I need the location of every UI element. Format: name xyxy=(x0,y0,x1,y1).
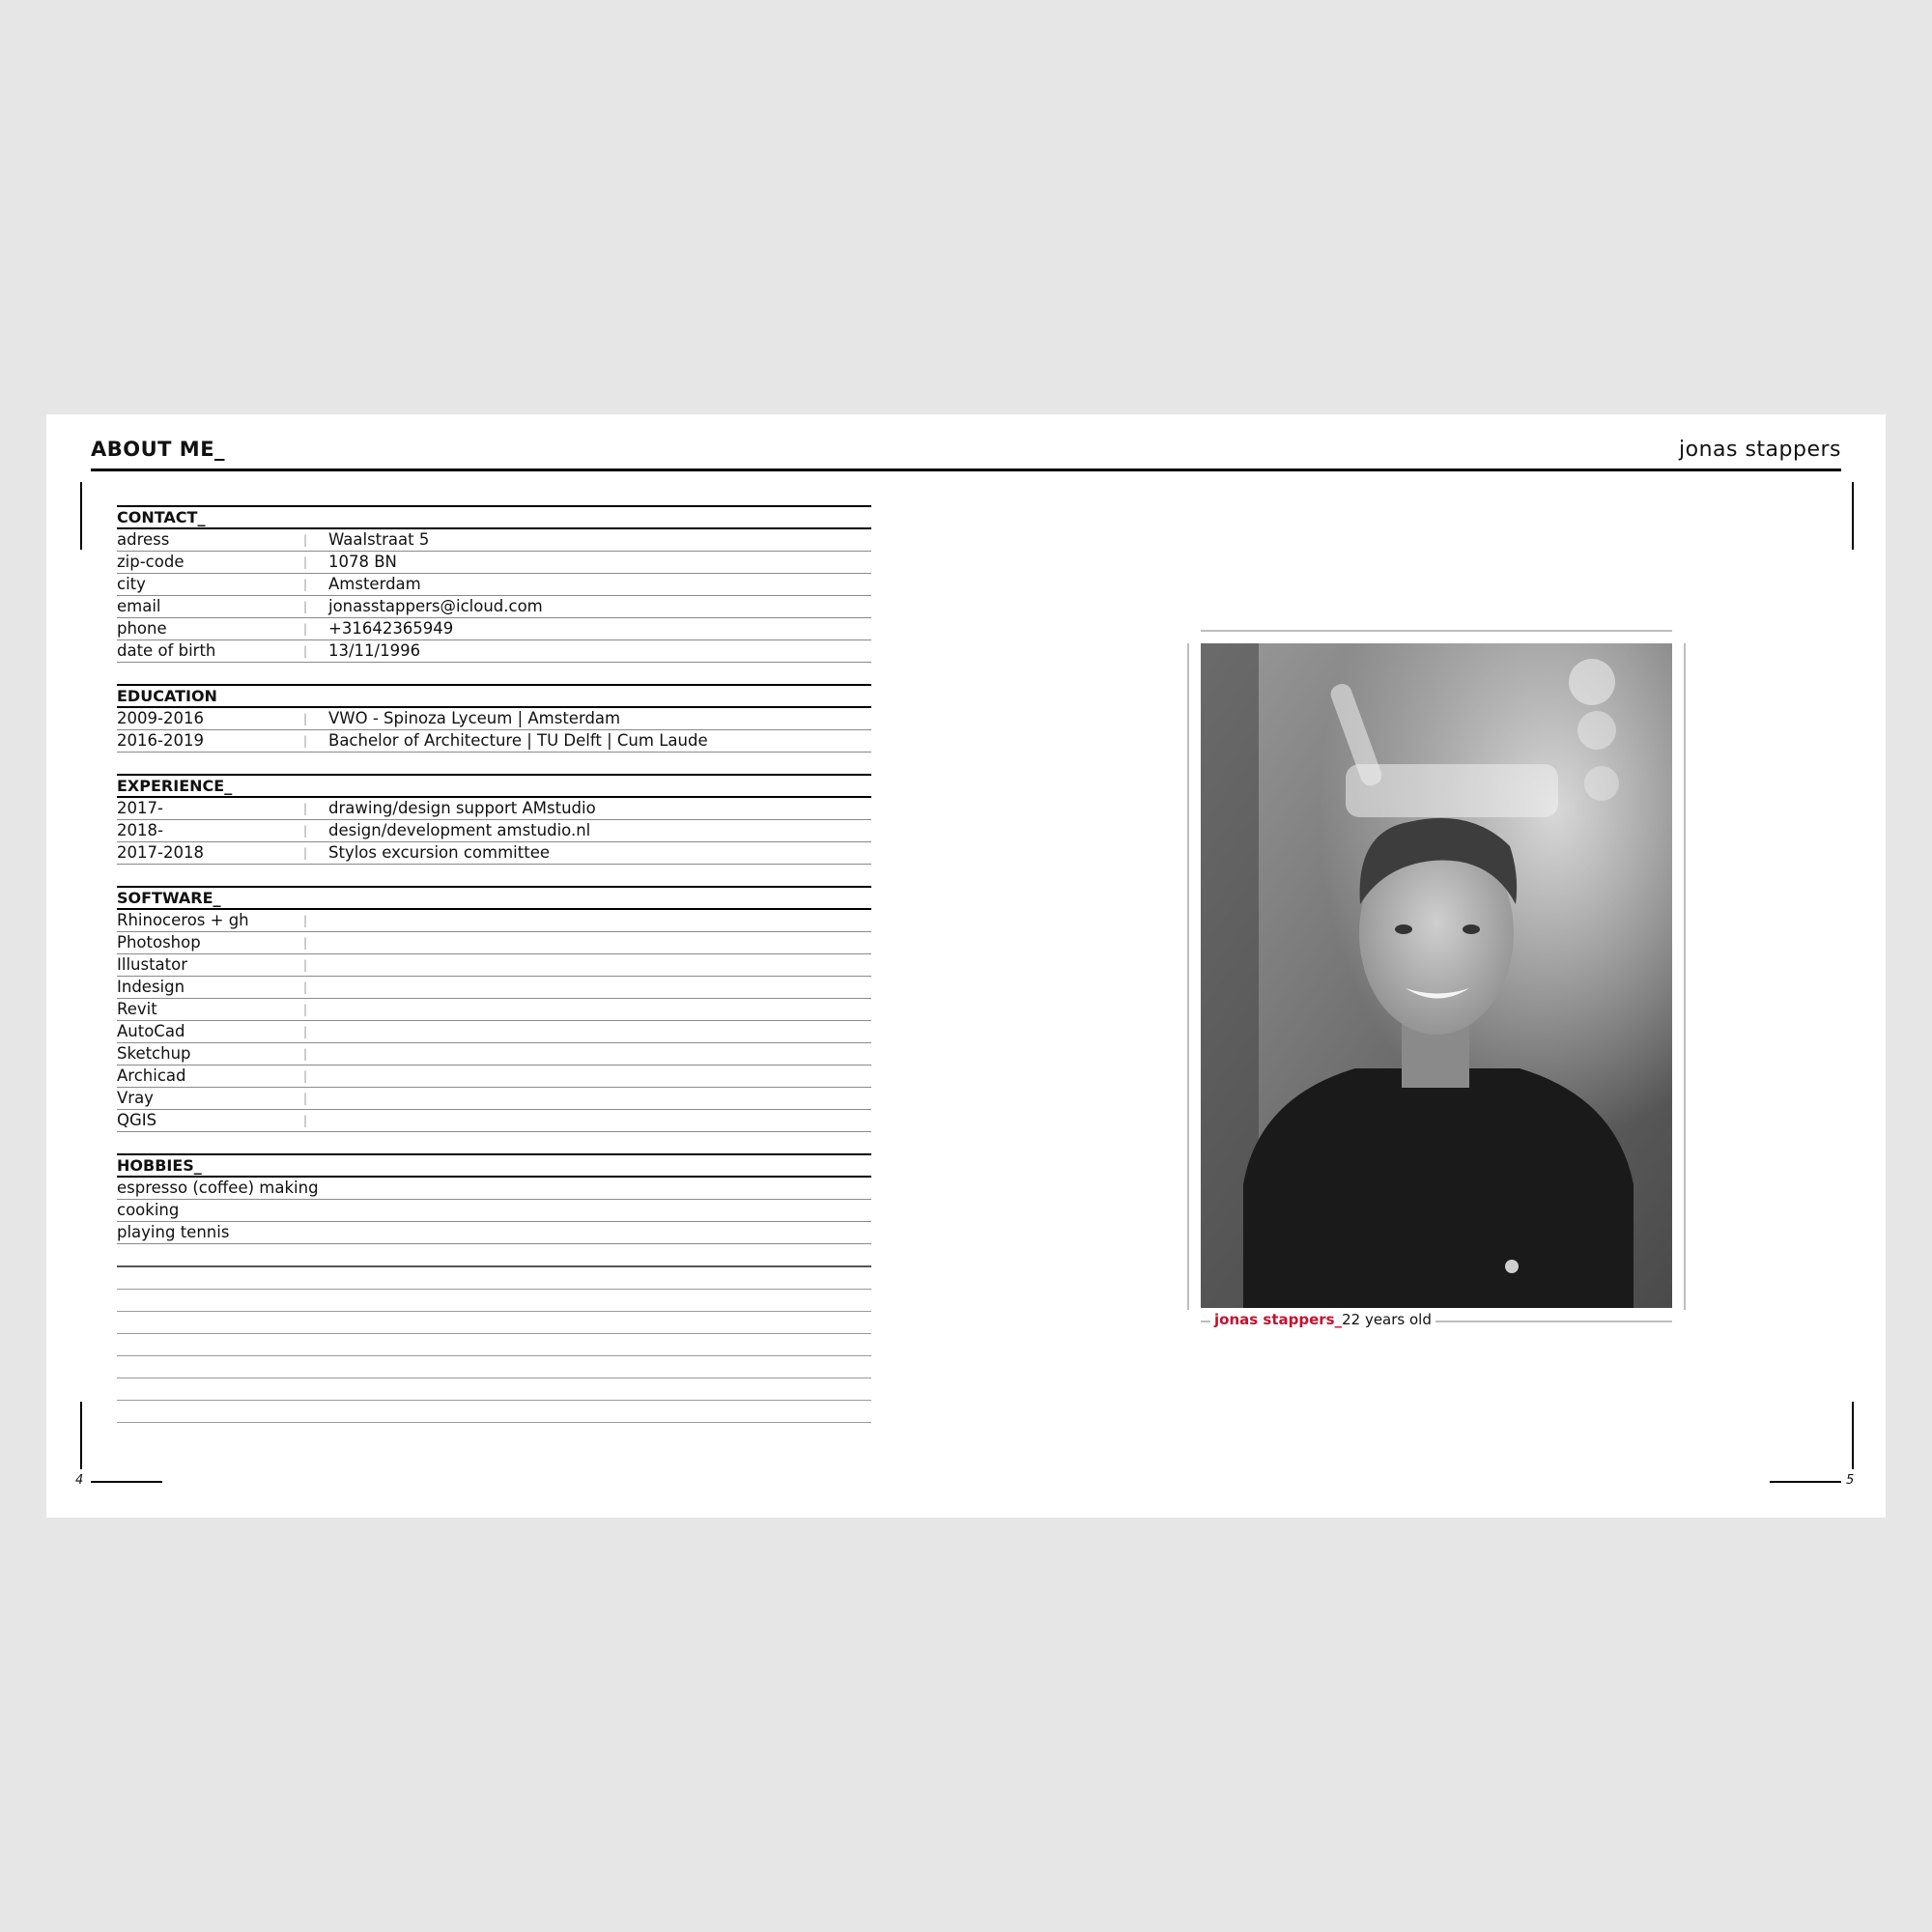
hobbies-row xyxy=(117,1178,871,1200)
software-row xyxy=(117,999,871,1021)
software-row xyxy=(117,1065,871,1088)
software-row xyxy=(117,1043,871,1065)
contact-label: date of birth xyxy=(117,641,216,660)
separator: | xyxy=(303,958,308,972)
photo-frame-left xyxy=(1187,643,1189,1310)
cv-column xyxy=(117,505,871,1423)
software-heading: SOFTWARE_ xyxy=(117,886,871,910)
hobbies-label: cooking xyxy=(117,1201,180,1219)
crop-mark-top-right xyxy=(1852,482,1854,550)
separator: | xyxy=(303,980,308,994)
software-row xyxy=(117,932,871,954)
blank-rule xyxy=(117,1312,871,1334)
contact-label: city xyxy=(117,575,146,593)
caption-age: 22 years old xyxy=(1342,1311,1432,1328)
education-value: Bachelor of Architecture | TU Delft | Cum Laude xyxy=(328,731,708,750)
separator: | xyxy=(303,555,308,569)
separator: | xyxy=(303,846,308,860)
software-label: Illustator xyxy=(117,955,188,974)
experience-row xyxy=(117,798,871,820)
software-label: Indesign xyxy=(117,978,185,996)
experience-value: drawing/design support AMstudio xyxy=(328,799,596,817)
blank-rule xyxy=(117,1290,871,1312)
software-label: Revit xyxy=(117,1000,157,1018)
education-heading: EDUCATION xyxy=(117,684,871,708)
contact-value: Waalstraat 5 xyxy=(328,530,430,549)
experience-value: design/development amstudio.nl xyxy=(328,821,591,839)
experience-value: Stylos excursion committee xyxy=(328,843,550,862)
separator: | xyxy=(303,600,308,613)
experience-heading: EXPERIENCE_ xyxy=(117,774,871,798)
separator: | xyxy=(303,1114,308,1127)
author-name: jonas stappers xyxy=(1679,438,1841,462)
contact-heading: CONTACT_ xyxy=(117,505,871,529)
separator: | xyxy=(303,1092,308,1105)
photo-frame-right xyxy=(1684,643,1686,1310)
contact-label: adress xyxy=(117,530,170,549)
separator: | xyxy=(303,1047,308,1061)
contact-row xyxy=(117,529,871,552)
software-row xyxy=(117,1021,871,1043)
photo-caption xyxy=(1210,1311,1435,1328)
contact-label: phone xyxy=(117,619,167,638)
contact-row xyxy=(117,640,871,663)
hobbies-row xyxy=(117,1200,871,1222)
crop-mark-bottom-left xyxy=(80,1402,82,1469)
contact-value: 13/11/1996 xyxy=(328,641,421,660)
experience-label: 2018- xyxy=(117,821,163,839)
contact-value: 1078 BN xyxy=(328,553,397,571)
separator: | xyxy=(303,1069,308,1083)
separator: | xyxy=(303,734,308,748)
crop-mark-top-left xyxy=(80,482,82,550)
contact-label: zip-code xyxy=(117,553,185,571)
software-label: AutoCad xyxy=(117,1022,185,1040)
software-label: Vray xyxy=(117,1089,154,1107)
footer-rule-right xyxy=(1770,1481,1841,1483)
software-label: Photoshop xyxy=(117,933,201,952)
software-label: Sketchup xyxy=(117,1044,191,1063)
education-label: 2009-2016 xyxy=(117,709,204,727)
contact-row xyxy=(117,618,871,640)
header-rule xyxy=(91,469,1841,471)
photo-top-rule xyxy=(1201,630,1672,632)
footer-rule-left xyxy=(91,1481,162,1483)
caption-name: jonas stappers_ xyxy=(1214,1311,1343,1328)
separator: | xyxy=(303,824,308,838)
separator: | xyxy=(303,644,308,658)
experience-row xyxy=(117,842,871,865)
separator: | xyxy=(303,712,308,725)
contact-row xyxy=(117,552,871,574)
contact-label: email xyxy=(117,597,161,615)
software-row xyxy=(117,1088,871,1110)
experience-label: 2017-2018 xyxy=(117,843,204,862)
crop-mark-bottom-right xyxy=(1852,1402,1854,1469)
software-row xyxy=(117,1110,871,1132)
contact-row xyxy=(117,596,871,618)
page-number-left: 4 xyxy=(75,1473,84,1488)
blank-rule xyxy=(117,1356,871,1378)
separator: | xyxy=(303,936,308,950)
blank-rule xyxy=(117,1401,871,1423)
software-row xyxy=(117,954,871,977)
page-number-right: 5 xyxy=(1846,1473,1855,1488)
education-label: 2016-2019 xyxy=(117,731,204,750)
page-title: ABOUT ME_ xyxy=(91,438,226,461)
hobbies-heading: HOBBIES_ xyxy=(117,1153,871,1178)
portrait-photo xyxy=(1201,643,1672,1308)
separator: | xyxy=(303,1003,308,1016)
software-label: QGIS xyxy=(117,1111,157,1129)
blank-rule xyxy=(117,1244,871,1267)
software-row xyxy=(117,977,871,999)
separator: | xyxy=(303,802,308,815)
separator: | xyxy=(303,914,308,927)
separator: | xyxy=(303,622,308,636)
education-row xyxy=(117,730,871,753)
experience-row xyxy=(117,820,871,842)
hobbies-label: espresso (coffee) making xyxy=(117,1179,319,1197)
blank-rule xyxy=(117,1334,871,1356)
experience-label: 2017- xyxy=(117,799,163,817)
contact-value: jonasstappers@icloud.com xyxy=(328,597,543,615)
hobbies-label: playing tennis xyxy=(117,1223,230,1241)
page-spread xyxy=(46,414,1886,1518)
hobbies-row xyxy=(117,1222,871,1244)
software-label: Rhinoceros + gh xyxy=(117,911,249,929)
contact-value: +31642365949 xyxy=(328,619,454,638)
software-row xyxy=(117,910,871,932)
contact-row xyxy=(117,574,871,596)
education-row xyxy=(117,708,871,730)
software-label: Archicad xyxy=(117,1066,186,1085)
blank-rule xyxy=(117,1267,871,1290)
blank-rule xyxy=(117,1378,871,1401)
education-value: VWO - Spinoza Lyceum | Amsterdam xyxy=(328,709,621,727)
separator: | xyxy=(303,578,308,591)
separator: | xyxy=(303,533,308,547)
contact-value: Amsterdam xyxy=(328,575,421,593)
separator: | xyxy=(303,1025,308,1038)
